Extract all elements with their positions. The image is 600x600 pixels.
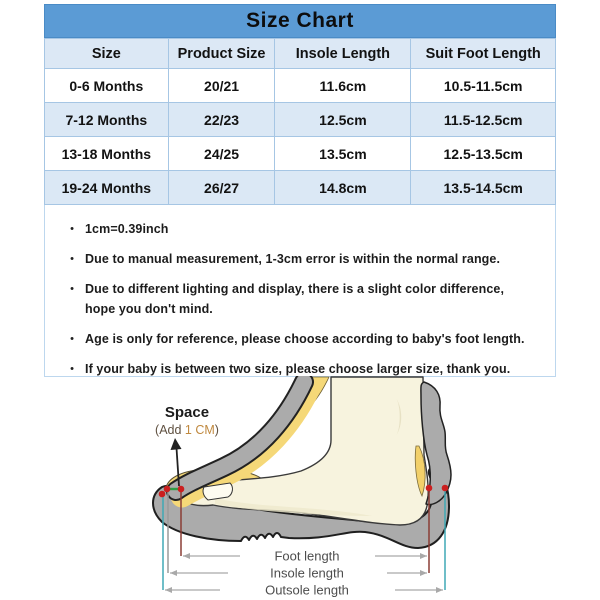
note-text: 1cm=0.39inch: [85, 222, 169, 236]
table-cell: 12.5cm: [275, 103, 411, 137]
table-cell: 22/23: [168, 103, 275, 137]
space-sublabel: (Add 1 CM): [155, 423, 219, 437]
marker-dot: [442, 485, 449, 492]
column-header-insole-length: Insole Length: [275, 39, 411, 69]
table-cell: 14.8cm: [275, 171, 411, 205]
note-text: If your baby is between two size, please choose larger size, thank you.: [85, 362, 511, 376]
marker-dot: [159, 491, 166, 498]
table-cell: 26/27: [168, 171, 275, 205]
marker-dot: [426, 485, 433, 492]
space-label-group: [155, 404, 219, 437]
table-cell: 13.5cm: [275, 137, 411, 171]
bullet-icon: •: [70, 333, 74, 345]
size-chart-sheet: [44, 4, 556, 377]
bullet-icon: •: [70, 283, 74, 295]
note-item: [59, 219, 537, 239]
note-text: Age is only for reference, please choose according to baby's foot length.: [85, 332, 525, 346]
insole-length-label: Insole length: [270, 565, 344, 581]
space-label: Space: [164, 404, 210, 421]
bullet-icon: •: [70, 253, 74, 265]
table-cell: 10.5-11.5cm: [411, 69, 556, 103]
size-table: [44, 38, 556, 205]
table-cell: 13-18 Months: [45, 137, 169, 171]
space-arrow-head: [171, 438, 182, 450]
table-cell: 13.5-14.5cm: [411, 171, 556, 205]
bullet-icon: •: [70, 223, 74, 235]
note-item: [59, 249, 537, 269]
table-cell: 7-12 Months: [45, 103, 169, 137]
notes-box: [44, 205, 556, 377]
table-row: [45, 103, 556, 137]
table-row: [45, 137, 556, 171]
marker-dot: [178, 486, 185, 493]
page-title-text: Size Chart: [246, 9, 354, 32]
column-header-suit-foot-length: Suit Foot Length: [411, 39, 556, 69]
outsole-length-label: Outsole length: [265, 582, 349, 598]
table-cell: 0-6 Months: [45, 69, 169, 103]
note-item: [59, 329, 537, 349]
bullet-icon: •: [70, 363, 74, 375]
table-header-row: [45, 39, 556, 69]
page-title: [44, 4, 556, 38]
table-cell: 20/21: [168, 69, 275, 103]
table-cell: 19-24 Months: [45, 171, 169, 205]
dimension-labels: [265, 549, 349, 598]
column-header-product-size: Product Size: [168, 39, 275, 69]
marker-dot: [164, 486, 171, 493]
table-cell: 24/25: [168, 137, 275, 171]
table-cell: 11.6cm: [275, 69, 411, 103]
table-row: [45, 69, 556, 103]
note-text: Due to manual measurement, 1-3cm error is within the normal range.: [85, 252, 501, 266]
table-cell: 11.5-12.5cm: [411, 103, 556, 137]
note-text: Due to different lighting and display, there is a slight color difference, hope you don't mind.: [85, 282, 505, 316]
foot-length-label: Foot length: [274, 548, 340, 564]
note-item: [59, 279, 537, 319]
table-cell: 12.5-13.5cm: [411, 137, 556, 171]
foot-measurement-diagram: [0, 376, 600, 600]
table-row: [45, 171, 556, 205]
column-header-size: Size: [45, 39, 169, 69]
